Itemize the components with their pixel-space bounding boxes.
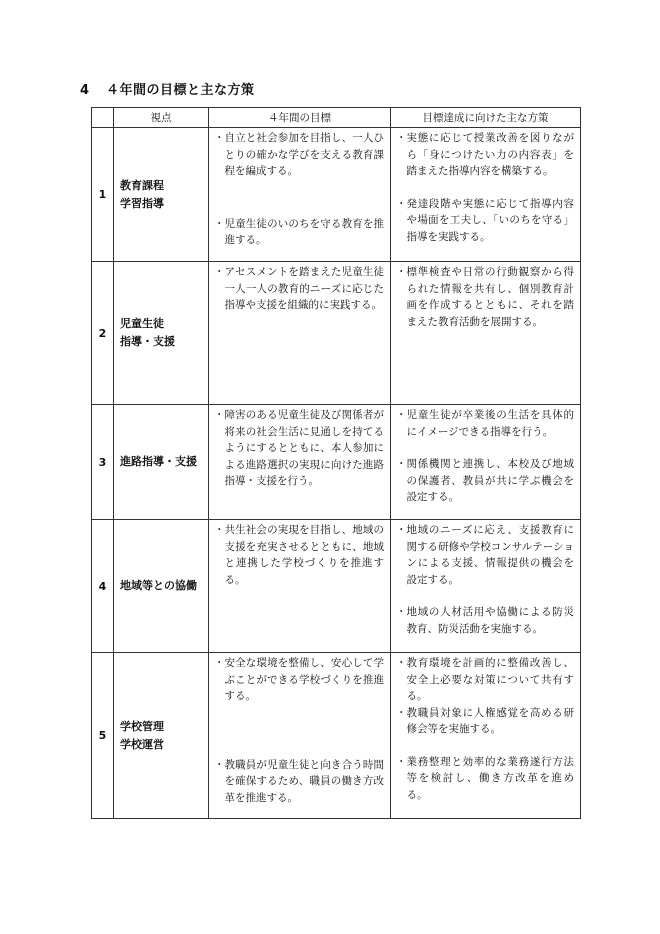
bullet: ・ bbox=[396, 409, 407, 421]
row-viewpoint bbox=[114, 128, 209, 262]
viewpoint-line: 児童生徒 bbox=[120, 317, 164, 330]
goal-text: 共生社会の実現を目指し、地域の支援を充実させるとともに、地域と連携した学校づくりを推進する。 bbox=[224, 524, 384, 586]
measure-text: 教育環境を計画的に整備改善し、安全上必要な対策について共有する。 bbox=[406, 657, 574, 702]
row-measures bbox=[391, 262, 581, 405]
header-viewpoint: 視点 bbox=[114, 108, 209, 128]
bullet: ・ bbox=[214, 409, 225, 421]
bullet: ・ bbox=[396, 266, 407, 278]
bullet: ・ bbox=[396, 657, 407, 669]
goal-item bbox=[214, 757, 384, 807]
row-viewpoint bbox=[114, 262, 209, 405]
viewpoint-line: 学校運営 bbox=[120, 737, 164, 751]
row-number: 1 bbox=[92, 128, 114, 262]
bullet: ・ bbox=[396, 524, 407, 536]
header-number bbox=[92, 108, 114, 128]
goal-item bbox=[214, 407, 384, 490]
measure-text: 発達段階や実態に応じて指導内容や場面を工夫し、「いのちを守る」指導を実践する。 bbox=[406, 197, 574, 243]
bullet: ・ bbox=[396, 755, 407, 768]
viewpoint-line: 指導・支援 bbox=[120, 335, 175, 348]
bullet: ・ bbox=[214, 217, 225, 230]
measure-item bbox=[396, 655, 574, 705]
measure-item bbox=[396, 130, 574, 180]
row-goals bbox=[209, 653, 391, 819]
viewpoint-line: 地域等との協働 bbox=[120, 579, 197, 592]
bullet: ・ bbox=[214, 132, 225, 144]
goal-item bbox=[214, 522, 384, 588]
section-heading bbox=[80, 79, 255, 98]
row-measures bbox=[391, 653, 581, 819]
goal-text: 児童生徒のいのちを守る教育を推進する。 bbox=[224, 217, 384, 246]
section-title: ４年間の目標と主な方策 bbox=[106, 83, 255, 98]
row-viewpoint bbox=[114, 520, 209, 653]
measure-text: 地域の人材活用や協働による防災教育、防災活動を実施する。 bbox=[406, 606, 574, 635]
row-viewpoint bbox=[114, 653, 209, 819]
row-number: 2 bbox=[92, 262, 114, 405]
bullet: ・ bbox=[214, 657, 225, 669]
table-row bbox=[92, 405, 581, 520]
measure-text: 実態に応じて授業改善を図りながら「身につけたい力の内容表」を踏まえた指導内容を構築する。 bbox=[406, 132, 574, 177]
measure-text: 業務整理と効率的な業務遂行方法等を検討し、働き方改革を進める。 bbox=[406, 755, 574, 801]
goal-text: 自立と社会参加を目指し、一人ひとりの確かな学びを支える教育課程を編成する。 bbox=[224, 132, 384, 177]
row-goals bbox=[209, 262, 391, 405]
goal-text: 障害のある児童生徒及び関係者が将来の社会生活に見通しを持てるようにするとともに、本人参加による進路選択の実現に向けた進路指導・支援を行う。 bbox=[224, 409, 384, 487]
measure-text: 標準検査や日常の行動観察から得られた情報を共有し、個別教育計画を作成するとともに、それを踏まえた教育活動を展開する。 bbox=[406, 266, 574, 328]
goals-table bbox=[91, 107, 581, 819]
table-header-row bbox=[92, 108, 581, 128]
measure-text: 地域のニーズに応え、支援教育に関する研修や学校コンサルテーションによる支援、情報提供の機会を設定する。 bbox=[406, 524, 574, 586]
row-number: 5 bbox=[92, 653, 114, 819]
measure-item bbox=[396, 754, 574, 804]
table-row bbox=[92, 262, 581, 405]
section-number: 4 bbox=[80, 83, 90, 98]
bullet: ・ bbox=[396, 197, 407, 210]
goal-text: 安全な環境を整備し、安心して学ぶことができる学校づくりを推進する。 bbox=[224, 657, 384, 702]
goal-text: アセスメントを踏まえた児童生徒一人一人の教育的ニーズに応じた指導や支援を組織的に実践する。 bbox=[224, 266, 384, 311]
measure-item bbox=[396, 456, 574, 506]
measure-item bbox=[396, 407, 574, 440]
bullet: ・ bbox=[396, 606, 407, 618]
measure-item bbox=[396, 604, 574, 637]
row-goals bbox=[209, 128, 391, 262]
row-goals bbox=[209, 520, 391, 653]
measure-item bbox=[396, 264, 574, 330]
goal-item bbox=[214, 130, 384, 180]
bullet: ・ bbox=[396, 706, 407, 719]
bullet: ・ bbox=[214, 758, 225, 771]
measure-text: 児童生徒が卒業後の生活を具体的にイメージできる指導を行う。 bbox=[406, 409, 574, 438]
row-measures bbox=[391, 520, 581, 653]
measure-text: 教職員対象に人権感覚を高める研修会等を実施する。 bbox=[406, 706, 574, 735]
row-number: 4 bbox=[92, 520, 114, 653]
measure-item bbox=[396, 522, 574, 588]
viewpoint-line: 進路指導・支援 bbox=[120, 455, 197, 468]
goal-item bbox=[214, 216, 384, 249]
goal-item bbox=[214, 655, 384, 705]
viewpoint-line: 学校管理 bbox=[120, 719, 164, 733]
table-row bbox=[92, 128, 581, 262]
bullet: ・ bbox=[214, 266, 225, 278]
row-number: 3 bbox=[92, 405, 114, 520]
bullet: ・ bbox=[214, 524, 225, 536]
row-viewpoint bbox=[114, 405, 209, 520]
header-four-year-goals: ４年間の目標 bbox=[209, 108, 391, 128]
viewpoint-line: 教育課程 bbox=[120, 178, 164, 192]
row-goals bbox=[209, 405, 391, 520]
bullet: ・ bbox=[396, 458, 407, 470]
goal-item bbox=[214, 264, 384, 314]
measure-item bbox=[396, 196, 574, 246]
table-row bbox=[92, 520, 581, 653]
bullet: ・ bbox=[396, 132, 407, 144]
goal-text: 教職員が児童生徒と向き合う時間を確保するため、職員の働き方改革を推進する。 bbox=[224, 758, 384, 804]
table-row bbox=[92, 653, 581, 819]
row-measures bbox=[391, 128, 581, 262]
measure-text: 関係機関と連携し、本校及び地域の保護者、教員が共に学ぶ機会を設定する。 bbox=[406, 458, 574, 503]
viewpoint-line: 学習指導 bbox=[120, 196, 164, 210]
row-measures bbox=[391, 405, 581, 520]
header-main-measures: 目標達成に向けた主な方策 bbox=[391, 108, 581, 128]
measure-item bbox=[396, 705, 574, 738]
